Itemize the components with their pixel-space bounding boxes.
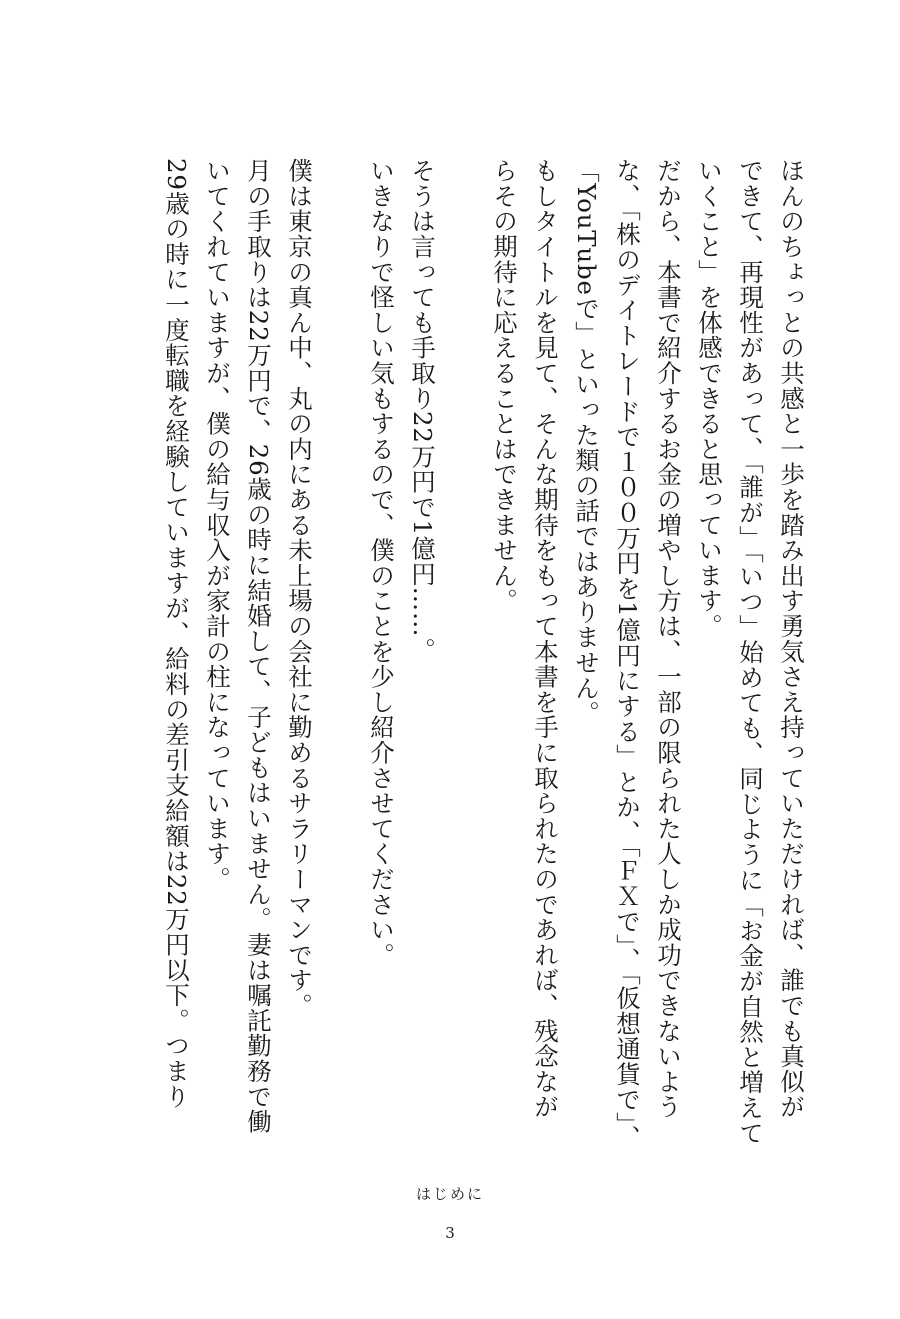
text-line: な、「株のデイトレードで１００万円を1億円にする」とか、「ＦＸで」、「仮想通貨で」、: [613, 158, 642, 1151]
text-line: 29歳の時に一度転職を経験していますが、給料の差引支給額は22万円以下。つまり: [162, 158, 191, 1110]
body-text: [156, 158, 812, 1151]
text-line: いきなりで怪しい気もするので、僕のことを少し紹介させてください。: [367, 158, 396, 968]
paragraph-gap: [320, 158, 361, 1108]
text-line: ほんのちょっとの共感と一歩を踏み出す勇気さえ持っていただければ、誰でも真似が: [777, 158, 806, 1120]
paragraph-gap: [443, 158, 484, 1108]
running-head: はじめに: [415, 1185, 484, 1203]
text-line: らその期待に応えることはできません。: [490, 158, 519, 614]
text-line: 僕は東京の真ん中、丸の内にある未上場の会社に勤めるサラリーマンです。: [285, 158, 314, 1019]
text-line: もしタイトルを見て、そんな期待をもって本書を手に取られたのであれば、残念なが: [531, 158, 560, 1120]
text-line: いてくれていますが、僕の給与収入が家計の柱になっています。: [203, 158, 232, 892]
text-line: そうは言っても手取り22万円で1億円……。: [408, 158, 437, 663]
text-line: 月の手取りは22万円で、26歳の時に結婚して、子どもはいません。妻は嘱託勤務で働: [244, 158, 273, 1135]
text-line: 「YouTubeで」といった類の話ではありません。: [572, 158, 601, 726]
text-line: だから、本書で紹介するお金の増やし方は、一部の限られた人しか成功できないよう: [654, 158, 683, 1120]
text-line: できて、再現性があって、「誰が」「いつ」始めても、同じように「お金が自然と増えて: [736, 158, 765, 1146]
page-number: 3: [445, 1224, 455, 1242]
text-line: いくこと」を体感できると思っています。: [695, 158, 724, 639]
